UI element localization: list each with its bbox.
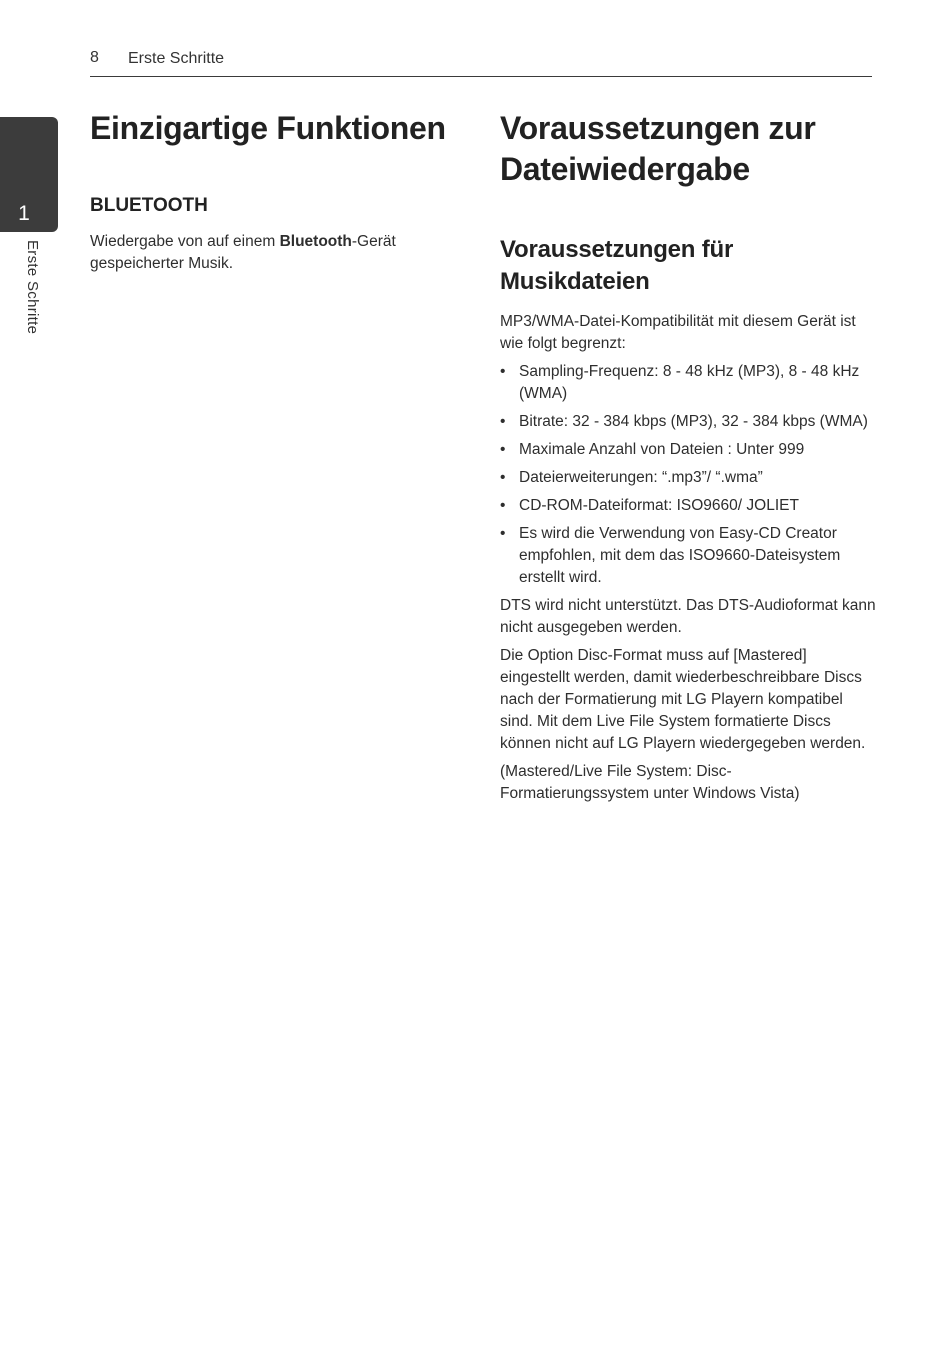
bullet-icon: • [500,469,506,486]
left-column [90,108,460,275]
list-item-text: Sampling-Frequenz: 8 - 48 kHz (MP3), 8 - 48 kHz (WMA) [519,363,860,402]
bluetooth-description [90,231,460,275]
list-item-text: Maximale Anzahl von Dateien : Unter 999 [519,441,805,458]
list-item [500,467,878,489]
section-title-playback-requirements: Voraussetzungen zur Dateiwiedergabe [500,110,816,187]
list-item [500,439,878,461]
bullet-icon: • [500,413,506,430]
list-item [500,361,878,405]
list-item-text: Es wird die Verwendung von Easy-CD Creator empfohlen, mit dem das ISO9660-Dateisystem erstellt wird. [519,525,841,586]
running-header-title: Erste Schritte [128,50,225,67]
list-item [500,523,878,589]
list-item-text: Bitrate: 32 - 384 kbps (MP3), 32 - 384 kbps (WMA) [519,413,868,430]
section-title-features: Einzigartige Funktionen [90,110,446,146]
bullet-icon: • [500,363,506,380]
requirements-list [500,361,878,589]
chapter-side-label: Erste Schritte [24,240,41,335]
bullet-icon: • [500,525,506,542]
dts-note: DTS wird nicht unterstützt. Das DTS-Audioformat kann nicht ausgegeben werden. [500,597,876,636]
list-item-text: CD-ROM-Dateiformat: ISO9660/ JOLIET [519,497,799,514]
compatibility-intro: MP3/WMA-Datei-Kompatibilität mit diesem Gerät ist wie folgt begrenzt: [500,313,856,352]
list-item [500,411,878,433]
right-column [500,108,878,805]
bluetooth-text-start: Wiedergabe von auf einem [90,233,280,250]
music-files-subtitle: Voraussetzungen für Musikdateien [500,236,734,295]
list-item-text: Dateierweiterungen: “.mp3”/ “.wma” [519,469,763,486]
bluetooth-text-end: -Gerät gespeicherter Musik. [90,233,396,272]
disc-format-note: Die Option Disc-Format muss auf [Mastered] eingestellt werden, damit wiederbeschreibbare Discs nach der Formatierung mit LG Playern kompatibel sind. Mit dem Live File System formatierte Discs können nicht auf LG Playern wiedergegeben werden. [500,647,866,752]
chapter-tab [0,117,58,232]
bullet-icon: • [500,497,506,514]
bluetooth-heading: BLUETOOTH [90,195,208,216]
bullet-icon: • [500,441,506,458]
mastered-live-note: (Mastered/Live File System: Disc-Formatierungssystem unter Windows Vista) [500,763,800,802]
chapter-number: 1 [18,202,30,225]
list-item [500,495,878,517]
bluetooth-bold-term: Bluetooth [279,233,352,250]
page-number: 8 [90,49,99,66]
page-header [90,48,872,77]
